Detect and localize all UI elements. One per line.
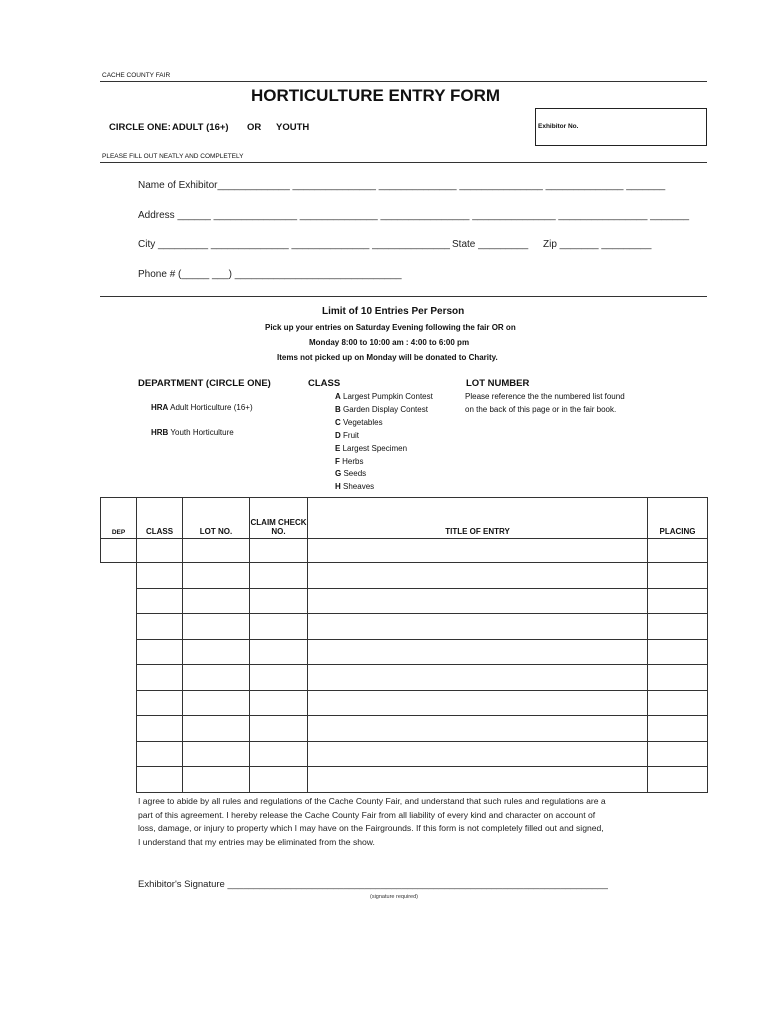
dep-header: DEP: [101, 498, 137, 539]
table-row[interactable]: [101, 588, 708, 614]
agreement-line: I understand that my entries may be eliminated from the show.: [138, 836, 375, 847]
entry-table: [100, 497, 708, 793]
department-option-hra[interactable]: [151, 403, 253, 412]
agreement-line: part of this agreement. I hereby release the Cache County Fair from all liability of every kind and character on account of: [138, 809, 596, 820]
signature-field[interactable]: Exhibitor's Signature ________________________________________________________________________: [138, 879, 608, 890]
table-row[interactable]: [101, 716, 708, 742]
department-code: HRB: [151, 428, 169, 437]
zip-field[interactable]: Zip _______ _________: [543, 239, 652, 250]
exhibitor-number-box[interactable]: [535, 108, 707, 146]
department-heading: DEPARTMENT (CIRCLE ONE): [138, 378, 271, 389]
table-row[interactable]: [101, 614, 708, 640]
class-item: A Largest Pumpkin Contest: [335, 392, 433, 401]
signature-required-note: (signature required): [370, 894, 418, 900]
top-divider: [100, 81, 707, 82]
agreement-line: loss, damage, or injury to property which I may have on the Fairgrounds. If this form is not completely filled out and signed,: [138, 823, 604, 834]
or-label: OR: [247, 122, 262, 133]
fields-divider: [100, 296, 707, 297]
table-row[interactable]: [101, 563, 708, 589]
pickup-notice-3: Items not picked up on Monday will be donated to Charity.: [277, 353, 498, 362]
claim-check-header: CLAIM CHECK NO.: [250, 498, 308, 539]
pickup-notice-2: Monday 8:00 to 10:00 am : 4:00 to 6:00 pm: [309, 338, 470, 347]
table-header-row: [101, 498, 708, 539]
name-field[interactable]: Name of Exhibitor_____________ _______________ ______________ _______________ ______________ _______: [138, 180, 666, 191]
table-row[interactable]: [101, 665, 708, 691]
class-header: CLASS: [137, 498, 183, 539]
fill-instruction: PLEASE FILL OUT NEATLY AND COMPLETELY: [102, 153, 244, 160]
department-label: Youth Horticulture: [170, 428, 234, 437]
class-item: H Sheaves: [335, 482, 375, 492]
city-field[interactable]: City _________ ______________ ______________ ______________: [138, 239, 450, 250]
fair-name: CACHE COUNTY FAIR: [102, 72, 171, 79]
adult-option[interactable]: ADULT (16+): [172, 122, 229, 133]
table-row[interactable]: [101, 690, 708, 716]
entry-limit: Limit of 10 Entries Per Person: [322, 306, 465, 317]
address-field[interactable]: Address ______ _______________ ______________ ________________ _______________ ________________ _______: [138, 210, 690, 221]
agreement-text: [138, 795, 658, 849]
agreement-line: I agree to abide by all rules and regulations of the Cache County Fair, and understand that such rules and regulations are a: [138, 796, 606, 806]
table-row[interactable]: [101, 741, 708, 767]
class-heading: CLASS: [308, 378, 341, 389]
class-item: E Largest Specimen: [335, 443, 408, 453]
department-code: HRA: [151, 403, 169, 412]
state-field[interactable]: State _________: [452, 239, 529, 250]
lot-reference-2: on the back of this page or in the fair book.: [465, 405, 617, 414]
instruction-divider: [100, 162, 707, 163]
youth-option[interactable]: YOUTH: [276, 122, 310, 133]
circle-one-label: CIRCLE ONE:: [109, 122, 171, 133]
title-of-entry-header: TITLE OF ENTRY: [308, 498, 648, 539]
lot-reference-1: Please reference the the numbered list found: [465, 392, 625, 401]
class-list: [335, 391, 433, 494]
class-item: F Herbs: [335, 456, 364, 466]
table-row[interactable]: [101, 767, 708, 793]
table-row[interactable]: [101, 539, 708, 563]
department-option-hrb[interactable]: [151, 428, 234, 437]
department-label: Adult Horticulture (16+): [170, 403, 253, 412]
class-item: G Seeds: [335, 469, 367, 479]
phone-field[interactable]: Phone # (_____ ___) ______________________________: [138, 269, 402, 280]
placing-header: PLACING: [648, 498, 708, 539]
exhibitor-number-label: Exhibitor No.: [538, 123, 579, 130]
class-item: C Vegetables: [335, 417, 383, 427]
pickup-notice-1: Pick up your entries on Saturday Evening following the fair OR on: [265, 323, 516, 332]
table-row[interactable]: [101, 639, 708, 665]
class-item: D Fruit: [335, 430, 360, 440]
class-item: B Garden Display Contest: [335, 404, 428, 414]
lot-number-heading: LOT NUMBER: [466, 378, 530, 389]
form-title: HORTICULTURE ENTRY FORM: [251, 86, 501, 105]
lot-no-header: LOT NO.: [183, 498, 250, 539]
